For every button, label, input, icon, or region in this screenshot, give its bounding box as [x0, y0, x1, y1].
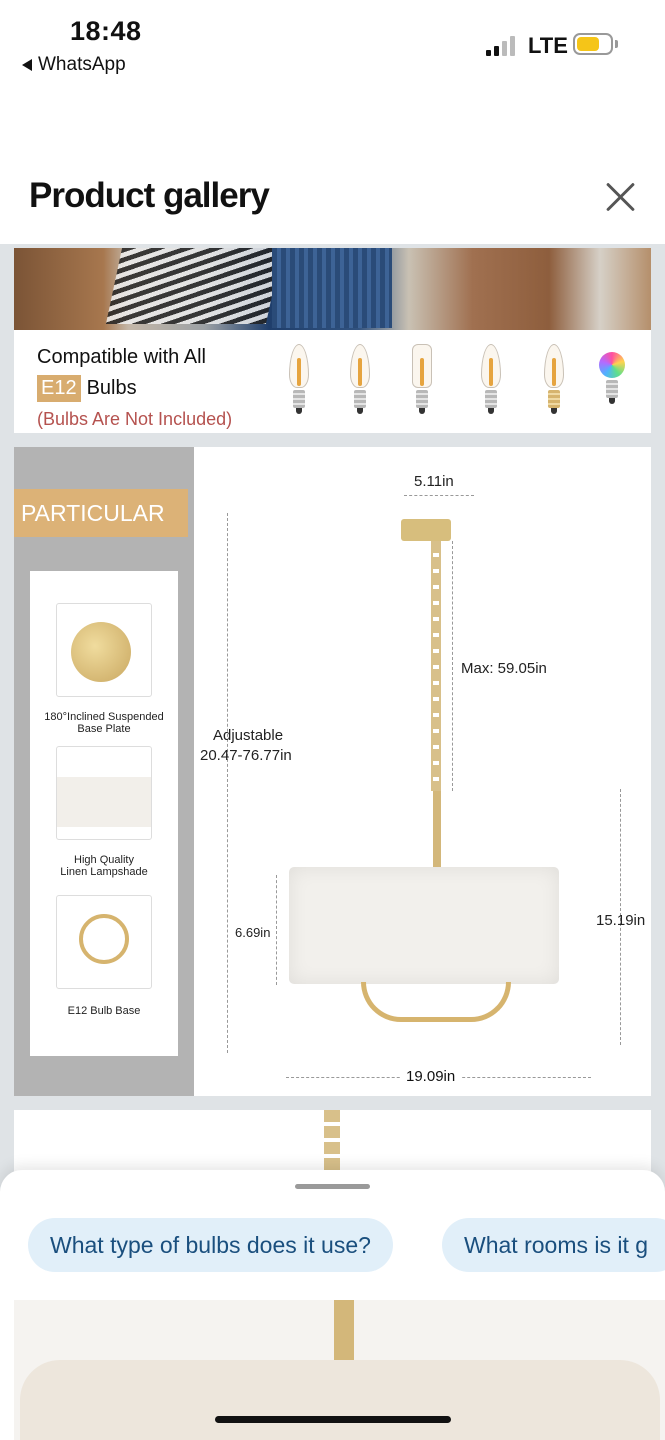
dim-total-height-label: 15.19in — [596, 912, 646, 929]
battery-icon — [573, 33, 613, 55]
bulb-base-shape — [79, 914, 129, 964]
question-chip-bulbs[interactable]: What type of bulbs does it use? — [28, 1218, 393, 1272]
lampshade-shape — [57, 777, 151, 827]
question-sheet[interactable] — [0, 1170, 665, 1440]
bulb-tubular-icon — [409, 344, 435, 422]
status-time: 18:48 — [70, 16, 142, 46]
feature-label-lampshade: High Quality Linen Lampshade — [60, 854, 148, 878]
particular-badge: PARTICULAR — [14, 489, 188, 537]
feature-label-bulb-base: E12 Bulb Base — [67, 1005, 141, 1017]
lamp-canopy — [401, 519, 451, 541]
lamp-shade — [289, 867, 559, 984]
bulb-candle-gold-icon — [541, 344, 567, 422]
blue-throw — [272, 248, 392, 328]
e12-badge: E12 — [37, 375, 81, 402]
feature-label-base-plate: 180°Inclined Suspended Base Plate — [44, 711, 164, 735]
question-chip-rooms[interactable]: What rooms is it g — [442, 1218, 665, 1272]
bulb-bent-tip-icon — [478, 344, 504, 422]
battery-tip — [615, 40, 618, 48]
compat-line: Compatible with All — [37, 346, 206, 368]
bulb-base-image — [56, 895, 152, 989]
lampshade-image — [56, 746, 152, 840]
back-to-app-link[interactable] — [22, 54, 126, 76]
compat-line-2 — [37, 375, 137, 402]
preview-shade — [20, 1360, 660, 1440]
signal-icon — [486, 34, 515, 56]
sheet-drag-handle[interactable] — [295, 1184, 370, 1189]
dim-width-label: 19.09in — [400, 1068, 461, 1085]
gallery-image-bulbs[interactable] — [14, 248, 651, 433]
base-plate-image — [56, 603, 152, 697]
dim-adjustable-label: Adjustable — [213, 727, 284, 744]
dim-max-line — [452, 541, 453, 791]
back-app-label: WhatsApp — [38, 54, 126, 75]
lamp-arms — [361, 982, 511, 1022]
chain-preview — [324, 1110, 340, 1170]
page-title: Product gallery — [29, 176, 269, 215]
bulbs-label: Bulbs — [86, 377, 137, 399]
preview-rod — [334, 1300, 354, 1360]
close-icon[interactable] — [604, 180, 638, 214]
gallery-image-dimensions[interactable] — [14, 447, 651, 1096]
dim-canopy-width: 5.11in — [414, 473, 454, 490]
lamp-chain — [431, 541, 441, 791]
dim-adjustable-line — [227, 513, 228, 1053]
dim-shade-height-label: 6.69in — [235, 925, 271, 940]
back-arrow-icon — [22, 59, 32, 71]
base-plate-shape — [71, 622, 131, 682]
dim-shade-height-line — [276, 875, 277, 985]
feature-panel — [30, 571, 178, 1056]
bulb-flame-tip-icon — [347, 344, 373, 422]
dim-canopy-line — [404, 495, 474, 496]
bulb-candle-icon — [286, 344, 312, 422]
home-indicator[interactable] — [215, 1416, 451, 1423]
striped-pillow — [106, 248, 282, 324]
bulb-smart-rgb-icon — [599, 344, 625, 422]
network-label: LTE — [528, 33, 568, 58]
bulbs-not-included-note: (Bulbs Are Not Included) — [37, 409, 233, 429]
dim-max-label: Max: 59.05in — [461, 660, 547, 677]
dim-adjustable-range: 20.47-76.77in — [200, 747, 292, 764]
